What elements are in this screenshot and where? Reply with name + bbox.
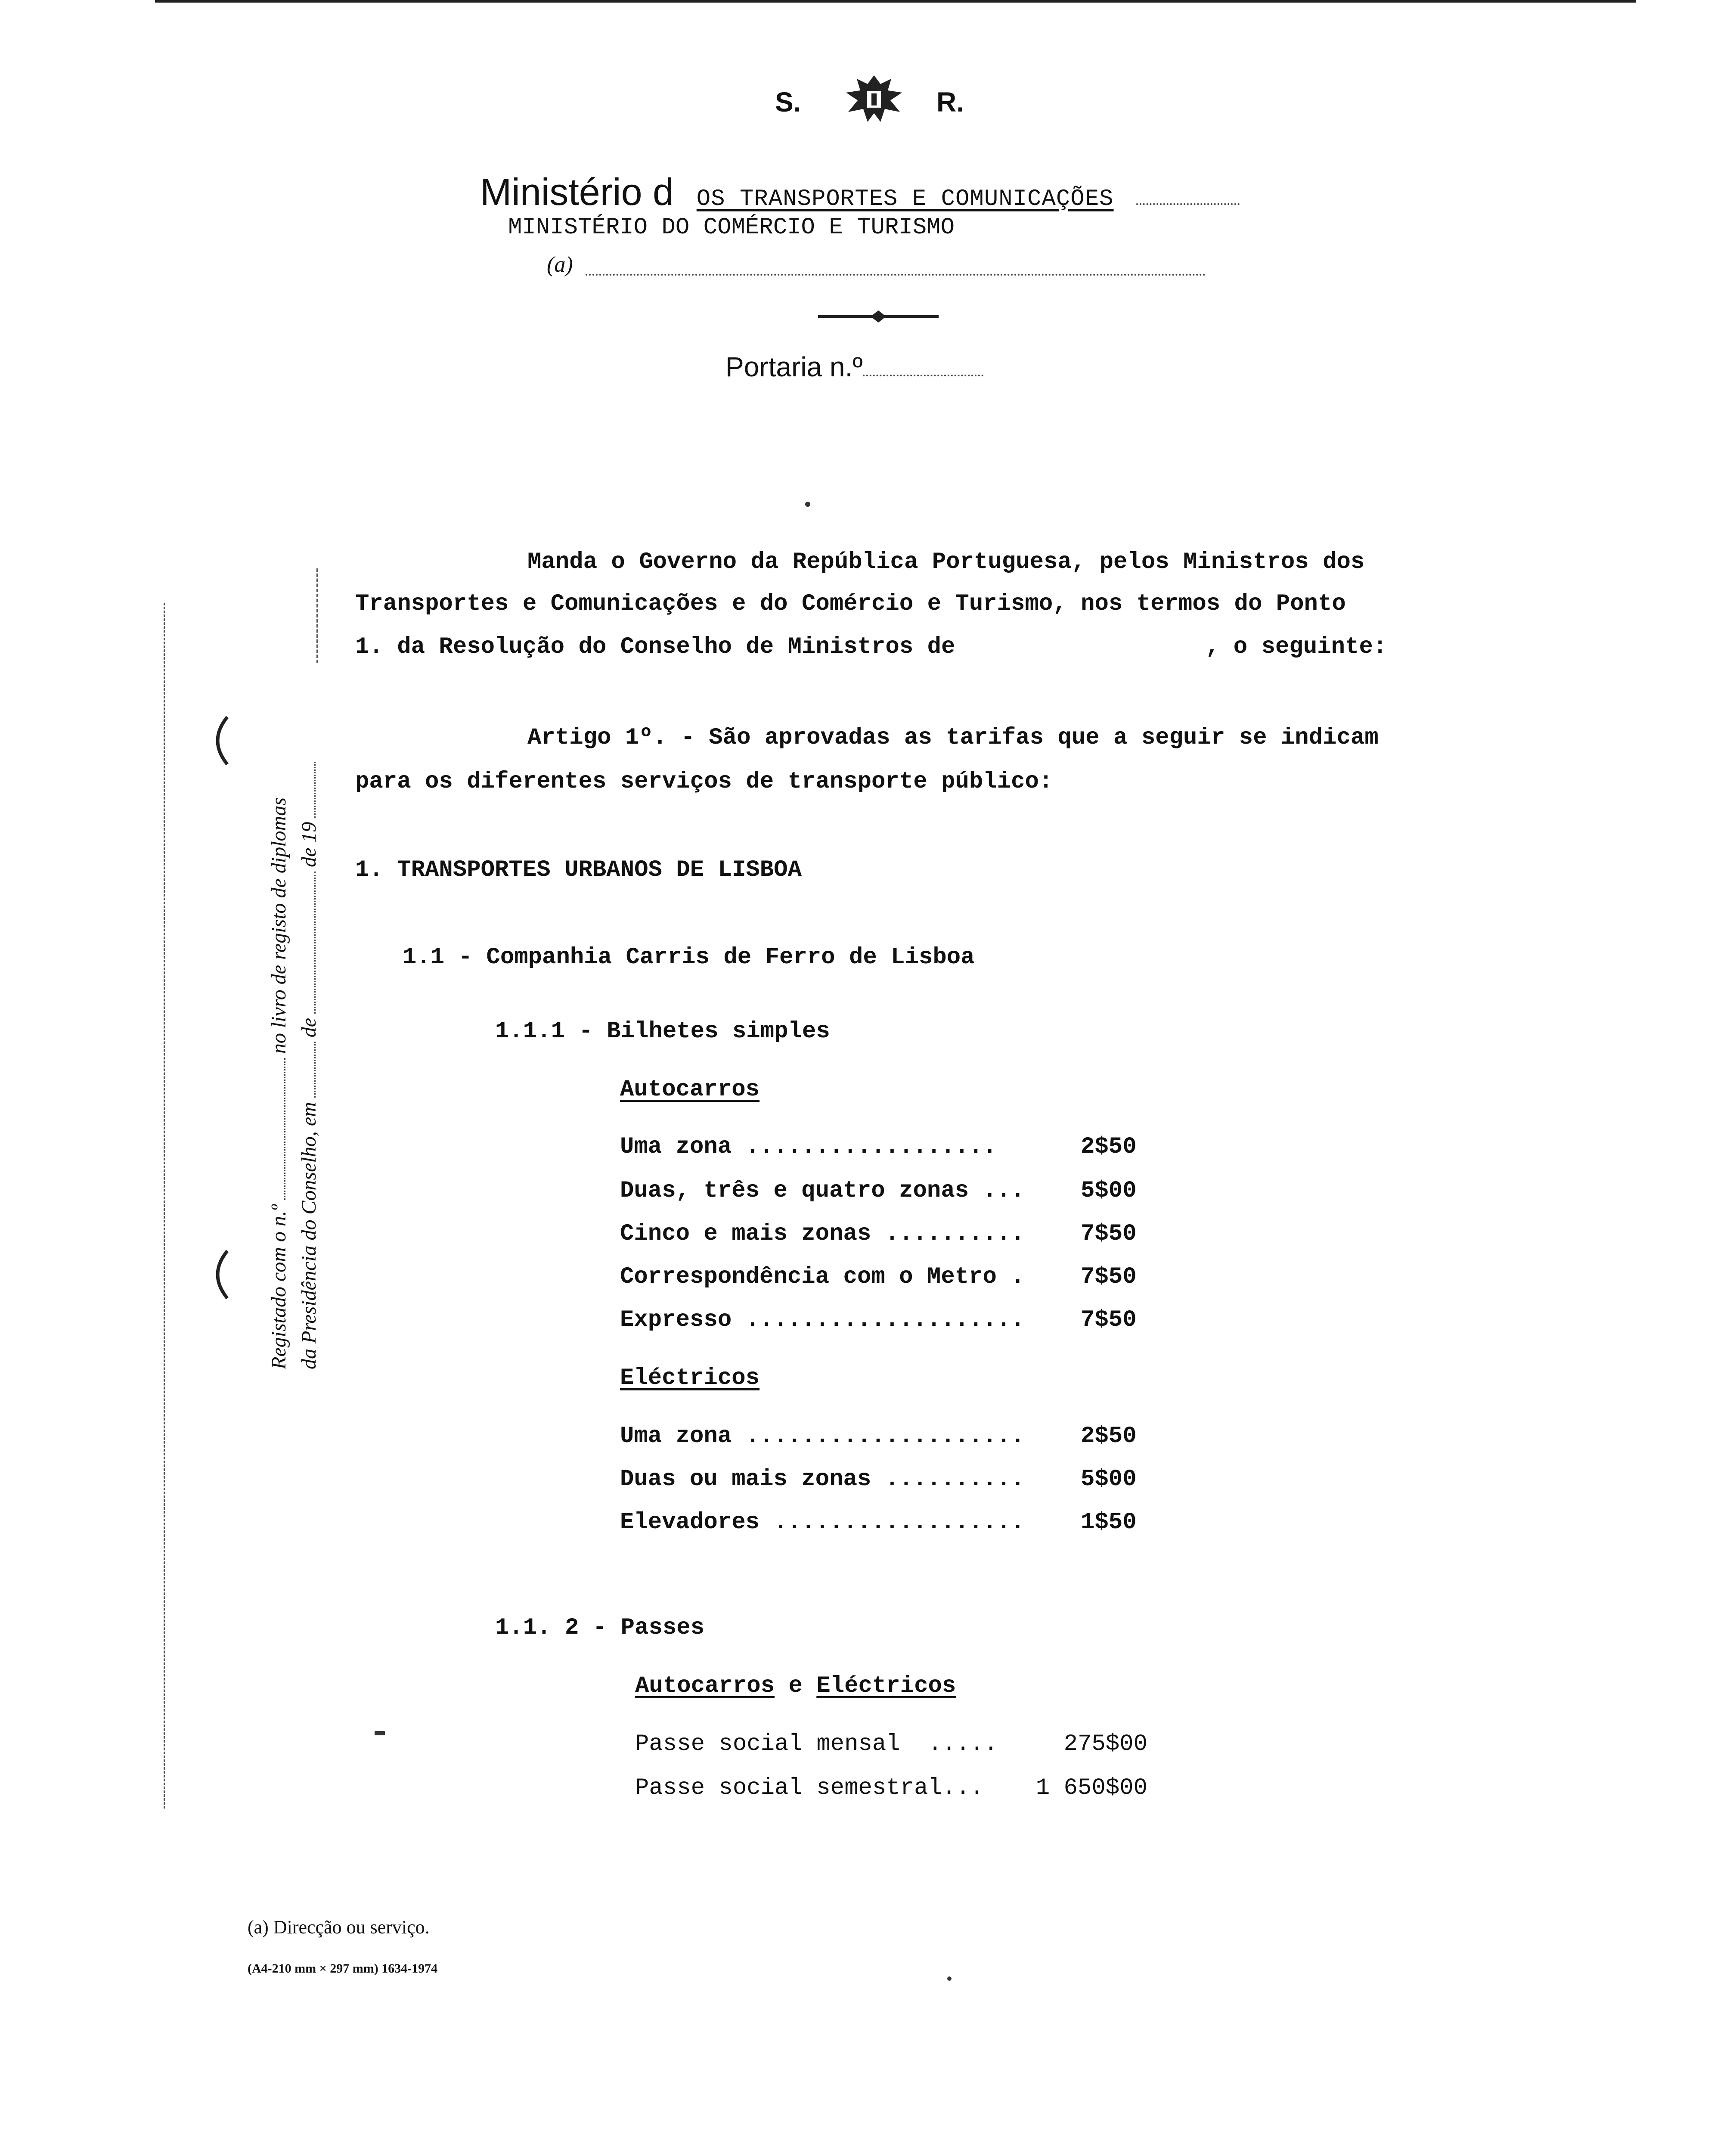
a-dotted-line [586,272,1206,276]
para1-line3b: , o seguinte: [1206,634,1387,660]
ink-speck [375,1731,385,1735]
fare-price: 7$50 [1081,1264,1137,1290]
pass-row: Passe social semestral... [635,1775,984,1801]
ministry-name: OS TRANSPORTES E COMUNICAÇÕES [696,186,1114,212]
section-1-title: 1. TRANSPORTES URBANOS DE LISBOA [355,857,802,883]
fare-price: 2$50 [1081,1134,1137,1160]
ministry-prefix: Ministério d [480,171,674,213]
a-label: (a) [547,252,573,277]
form-code: (A4-210 mm × 297 mm) 1634-1974 [248,1961,438,1976]
article1-line1: Artigo 1º. - São aprovadas as tarifas que a seguir se indicam [527,725,1379,751]
left-edge-marks [164,603,167,1809]
ministry-second-line: MINISTÉRIO DO COMÉRCIO E TURISMO [508,214,955,241]
diamond-ornament-icon [814,308,943,325]
s-letter: S. [775,87,801,118]
fare-price: 7$50 [1081,1307,1137,1333]
fare-row: Duas, três e quatro zonas ... [620,1178,1025,1204]
passes-heading: Autocarros e Eléctricos [635,1673,956,1699]
fare-row: Uma zona .................. [620,1134,997,1160]
r-letter: R. [936,87,964,118]
footnote-a: (a) Direcção ou serviço. [248,1917,430,1938]
margin-registry-line-2: da Presidência do Conselho, emdede 19 [297,757,321,1369]
portaria-label: Portaria n.º [725,351,983,383]
coat-of-arms-icon [840,71,908,127]
section-1-1-title: 1.1 - Companhia Carris de Ferro de Lisboa [403,944,975,971]
electricos-heading: Eléctricos [620,1365,760,1391]
bracket-icon [206,715,232,766]
fare-row: Duas ou mais zonas .......... [620,1466,1025,1492]
fare-row: Elevadores .................. [620,1509,1025,1536]
fare-row: Correspondência com o Metro . [620,1264,1025,1290]
ink-speck [805,502,810,507]
article1-line2: para os diferentes serviços de transporte público: [355,769,1053,795]
pass-price: 275$00 [1063,1731,1147,1757]
section-1-1-1-title: 1.1.1 - Bilhetes simples [495,1018,830,1045]
margin-dash-top [316,568,320,663]
fare-price: 1$50 [1081,1509,1137,1536]
pass-row: Passe social mensal ..... [635,1731,998,1757]
fare-row: Expresso .................... [620,1307,1025,1333]
fare-price: 2$50 [1081,1423,1137,1449]
top-border-line [155,0,1636,3]
margin-registry-line-1: Registado com o n.ºno livro de registo de diplomas [267,797,290,1369]
fare-price: 5$00 [1081,1466,1137,1492]
fare-price: 7$50 [1081,1221,1137,1247]
para1-line3a: 1. da Resolução do Conselho de Ministros de [355,634,955,660]
para1-line1: Manda o Governo da República Portuguesa, pelos Ministros dos [527,549,1365,575]
para1-line2: Transportes e Comunicações e do Comércio e Turismo, nos termos do Ponto [355,591,1346,617]
ministry-heading [480,170,1240,217]
pass-price: 1 650$00 [1035,1775,1147,1801]
fare-price: 5$00 [1081,1178,1137,1204]
bracket-icon [206,1249,232,1300]
fare-row: Uma zona .................... [620,1423,1025,1449]
section-1-1-2-title: 1.1. 2 - Passes [495,1615,705,1641]
autocarros-heading: Autocarros [620,1076,760,1103]
fare-row: Cinco e mais zonas .......... [620,1221,1025,1247]
ministry-dots [1136,199,1240,205]
ink-speck [947,1976,952,1981]
